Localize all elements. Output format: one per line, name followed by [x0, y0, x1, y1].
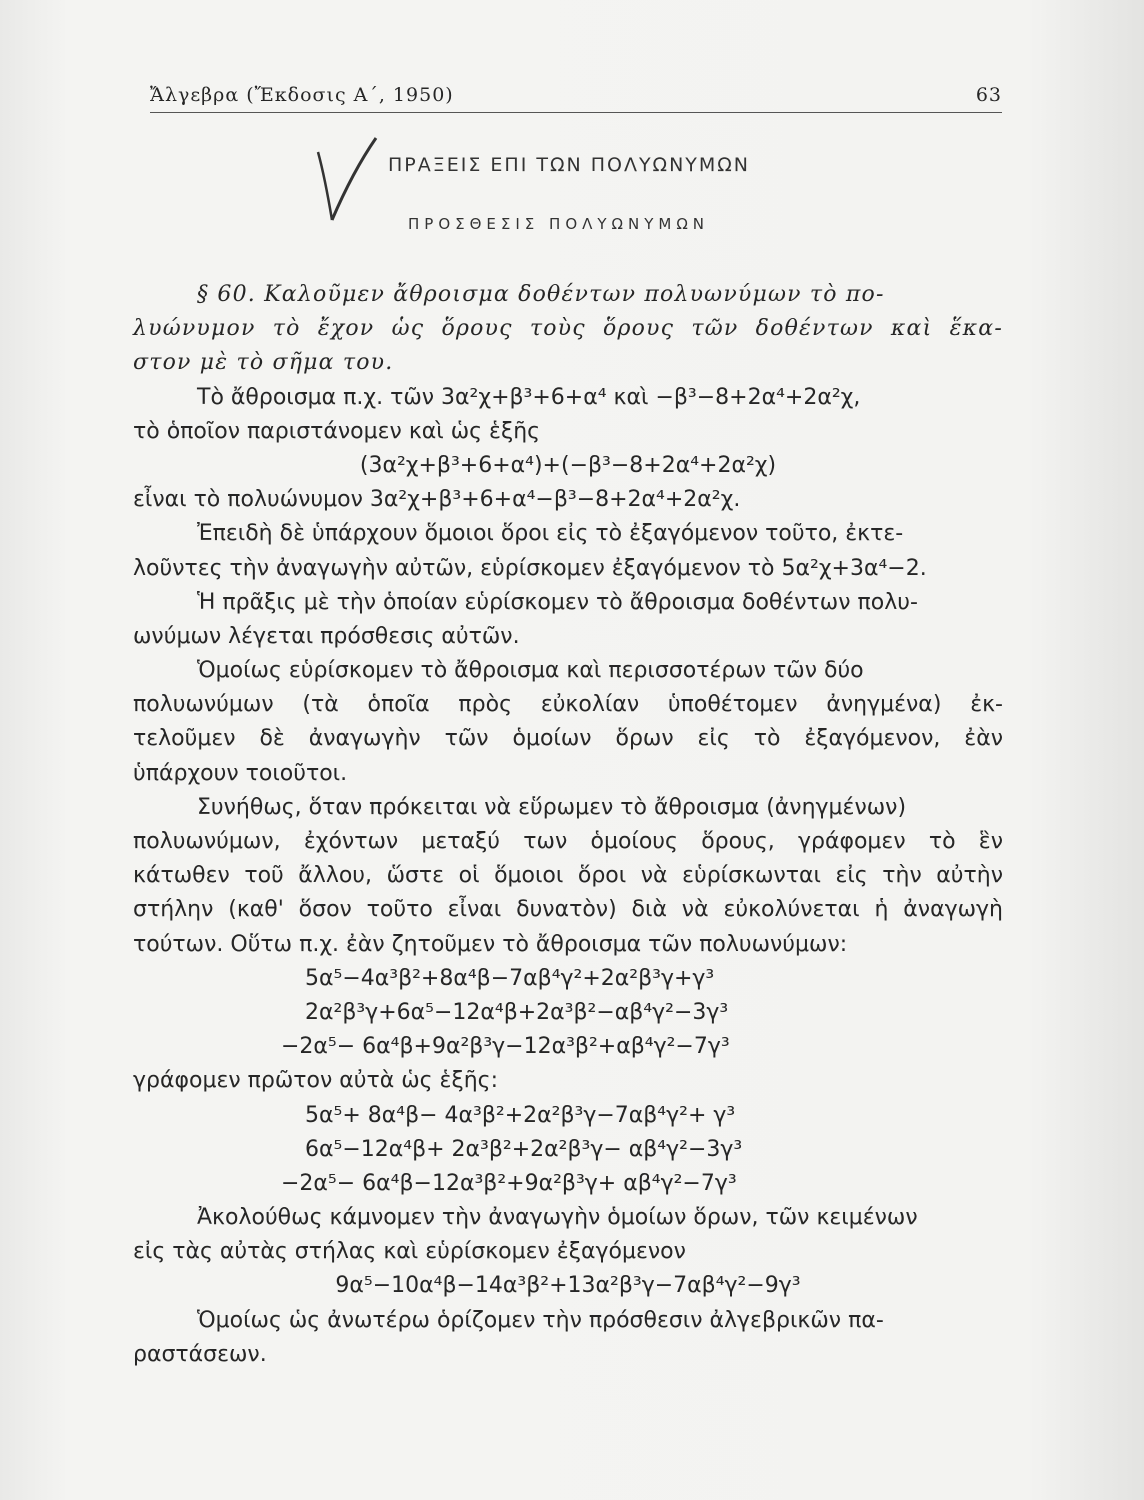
polynomial-line: −2α⁵− 6α⁴β−12α³β²+9α²β³γ+ αβ⁴γ²−7γ³ — [281, 1170, 737, 1196]
text-line: εἰς τὰς αὐτὰς στήλας καὶ εὑρίσκομεν ἐξαγόμενον — [133, 1239, 686, 1265]
polynomial-line: −2α⁵− 6α⁴β+9α²β³γ−12α³β²+αβ⁴γ²−7γ³ — [281, 1034, 730, 1060]
text-line: κάτωθεν τοῦ ἄλλου, ὥστε οἱ ὅμοιοι ὅροι νὰ εὑρίσκωνται εἰς τὴν αὐτὴν — [133, 863, 1003, 889]
text-line: ὑπάρχουν τοιοῦτοι. — [133, 760, 348, 786]
page-body — [133, 278, 1003, 1372]
text-line: στον μὲ τὸ σῆμα του. — [133, 350, 394, 376]
text-line: τούτων. Οὕτω π.χ. ἐὰν ζητοῦμεν τὸ ἄθροισμα τῶν πολυωνύμων: — [133, 931, 848, 957]
running-header — [150, 84, 1002, 113]
page-number: 63 — [975, 84, 1002, 106]
text-line: Ἐπειδὴ δὲ ὑπάρχουν ὅμοιοι ὅροι εἰς τὸ ἐξαγόμενον τοῦτο, ἐκτε- — [197, 521, 904, 547]
text-line: Ἡ πρᾶξις μὲ τὴν ὁποίαν εὑρίσκομεν τὸ ἄθροισμα δοθέντων πολυ- — [197, 589, 918, 615]
text-line: εἶναι τὸ πολυώνυμον 3α²χ+β³+6+α⁴−β³−8+2α⁴+2α²χ. — [133, 487, 741, 513]
text-line: λυώνυμον τὸ ἔχον ὡς ὅρους τοὺς ὅρους τῶν δοθέντων καὶ ἕκα- — [133, 316, 1003, 342]
handwritten-check-mark-icon — [310, 134, 380, 224]
text-line: λοῦντες τὴν ἀναγωγὴν αὐτῶν, εὑρίσκομεν ἐξαγόμενον τὸ 5α²χ+3α⁴−2. — [133, 555, 927, 581]
text-line: Συνήθως, ὅταν πρόκειται νὰ εὕρωμεν τὸ ἄθροισμα (ἀνηγμένων) — [197, 794, 907, 820]
text-line: Τὸ ἄθροισμα π.χ. τῶν 3α²χ+β³+6+α⁴ καὶ −β³−8+2α⁴+2α²χ, — [197, 384, 861, 410]
text-line: πολυωνύμων, ἐχόντων μεταξύ των ὁμοίους ὅρους, γράφομεν τὸ ἓν — [133, 829, 1003, 854]
text-line: § 60. Καλοῦμεν ἄθροισμα δοθέντων πολυωνύμων τὸ πο- — [197, 282, 885, 307]
text-line: Ὁμοίως εὑρίσκομεν τὸ ἄθροισμα καὶ περισσοτέρων τῶν δύο — [197, 658, 864, 684]
text-line: τὸ ὁποῖον παριστάνομεν καὶ ὡς ἑξῆς — [133, 418, 541, 444]
text-line: Ἀκολούθως κάμνομεν τὴν ἀναγωγὴν ὁμοίων ὅρων, τῶν κειμένων — [197, 1205, 918, 1231]
book-title: Ἄλγεβρα (Ἔκδοσις Α΄, 1950) — [150, 84, 454, 106]
section-title: ΠΡΟΣΘΕΣΙΣ ΠΟΛΥΩΝΥΜΩΝ — [408, 215, 710, 233]
text-line: τελοῦμεν δὲ ἀναγωγὴν τῶν ὁμοίων ὅρων εἰς τὸ ἐξαγόμενον, ἐὰν — [133, 726, 1003, 752]
formula-line: (3α²χ+β³+6+α⁴)+(−β³−8+2α⁴+2α²χ) — [359, 452, 777, 478]
polynomial-line: 6α⁵−12α⁴β+ 2α³β²+2α²β³γ− αβ⁴γ²−3γ³ — [305, 1136, 743, 1162]
text-line: πολυωνύμων (τὰ ὁποῖα πρὸς εὐκολίαν ὑποθέτομεν ἀνηγμένα) ἐκ- — [133, 692, 1003, 718]
polynomial-line: 2α²β³γ+6α⁵−12α⁴β+2α³β²−αβ⁴γ²−3γ³ — [305, 999, 729, 1025]
polynomial-line: 5α⁵−4α³β²+8α⁴β−7αβ⁴γ²+2α²β³γ+γ³ — [305, 965, 715, 991]
result-line: 9α⁵−10α⁴β−14α³β²+13α²β³γ−7αβ⁴γ²−9γ³ — [335, 1273, 801, 1299]
text-line: Ὁμοίως ὡς ἀνωτέρω ὁρίζομεν τὴν πρόσθεσιν ἀλγεβρικῶν πα- — [197, 1307, 884, 1333]
text-line: γράφομεν πρῶτον αὐτὰ ὡς ἑξῆς: — [133, 1068, 498, 1094]
chapter-title: ΠΡΑΞΕΙΣ ΕΠΙ ΤΩΝ ΠΟΛΥΩΝΥΜΩΝ — [388, 154, 751, 176]
text-line: ραστάσεων. — [133, 1341, 267, 1367]
polynomial-line: 5α⁵+ 8α⁴β− 4α³β²+2α²β³γ−7αβ⁴γ²+ γ³ — [305, 1102, 736, 1128]
text-line: ωνύμων λέγεται πρόσθεσις αὐτῶν. — [133, 623, 520, 649]
text-line: στήλην (καθ' ὅσον τοῦτο εἶναι δυνατὸν) διὰ νὰ εὐκολύνεται ἡ ἀναγωγὴ — [133, 897, 1003, 923]
